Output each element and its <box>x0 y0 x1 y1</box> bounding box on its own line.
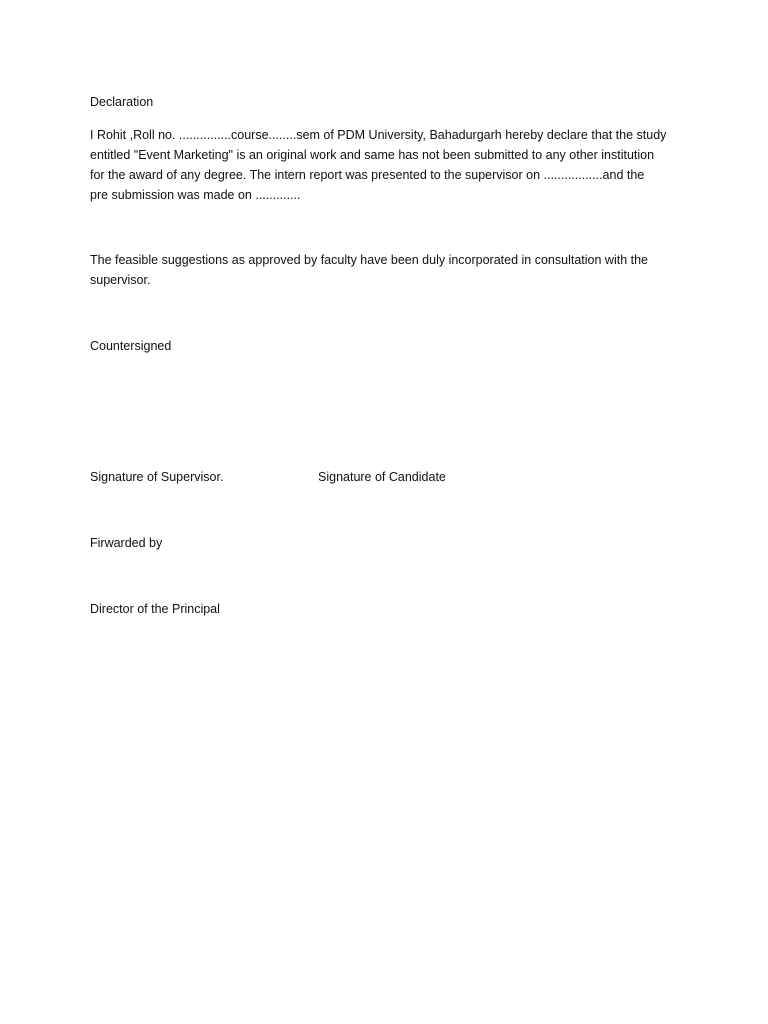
suggestion-line: The feasible suggestions as approved by faculty have been duly incorporated in consultation with the <box>90 253 648 267</box>
declaration-paragraph <box>90 125 680 205</box>
suggestion-paragraph <box>90 250 680 290</box>
forwarded-by-label: Firwarded by <box>90 536 163 550</box>
countersigned-label: Countersigned <box>90 339 172 353</box>
declaration-heading: Declaration <box>90 95 154 109</box>
declaration-line: I Rohit ,Roll no. ...............course........sem of PDM University, Bahadurgarh hereby declare that the study <box>90 128 667 142</box>
declaration-line: pre submission was made on ............. <box>90 188 301 202</box>
suggestion-line: supervisor. <box>90 273 151 287</box>
declaration-line: for the award of any degree. The intern report was presented to the supervisor on .................and the <box>90 168 645 182</box>
candidate-signature-label: Signature of Candidate <box>318 470 446 484</box>
declaration-line: entitled "Event Marketing" is an original work and same has not been submitted to any other institution <box>90 148 655 162</box>
director-label: Director of the Principal <box>90 602 220 616</box>
supervisor-signature-label: Signature of Supervisor. <box>90 470 224 484</box>
